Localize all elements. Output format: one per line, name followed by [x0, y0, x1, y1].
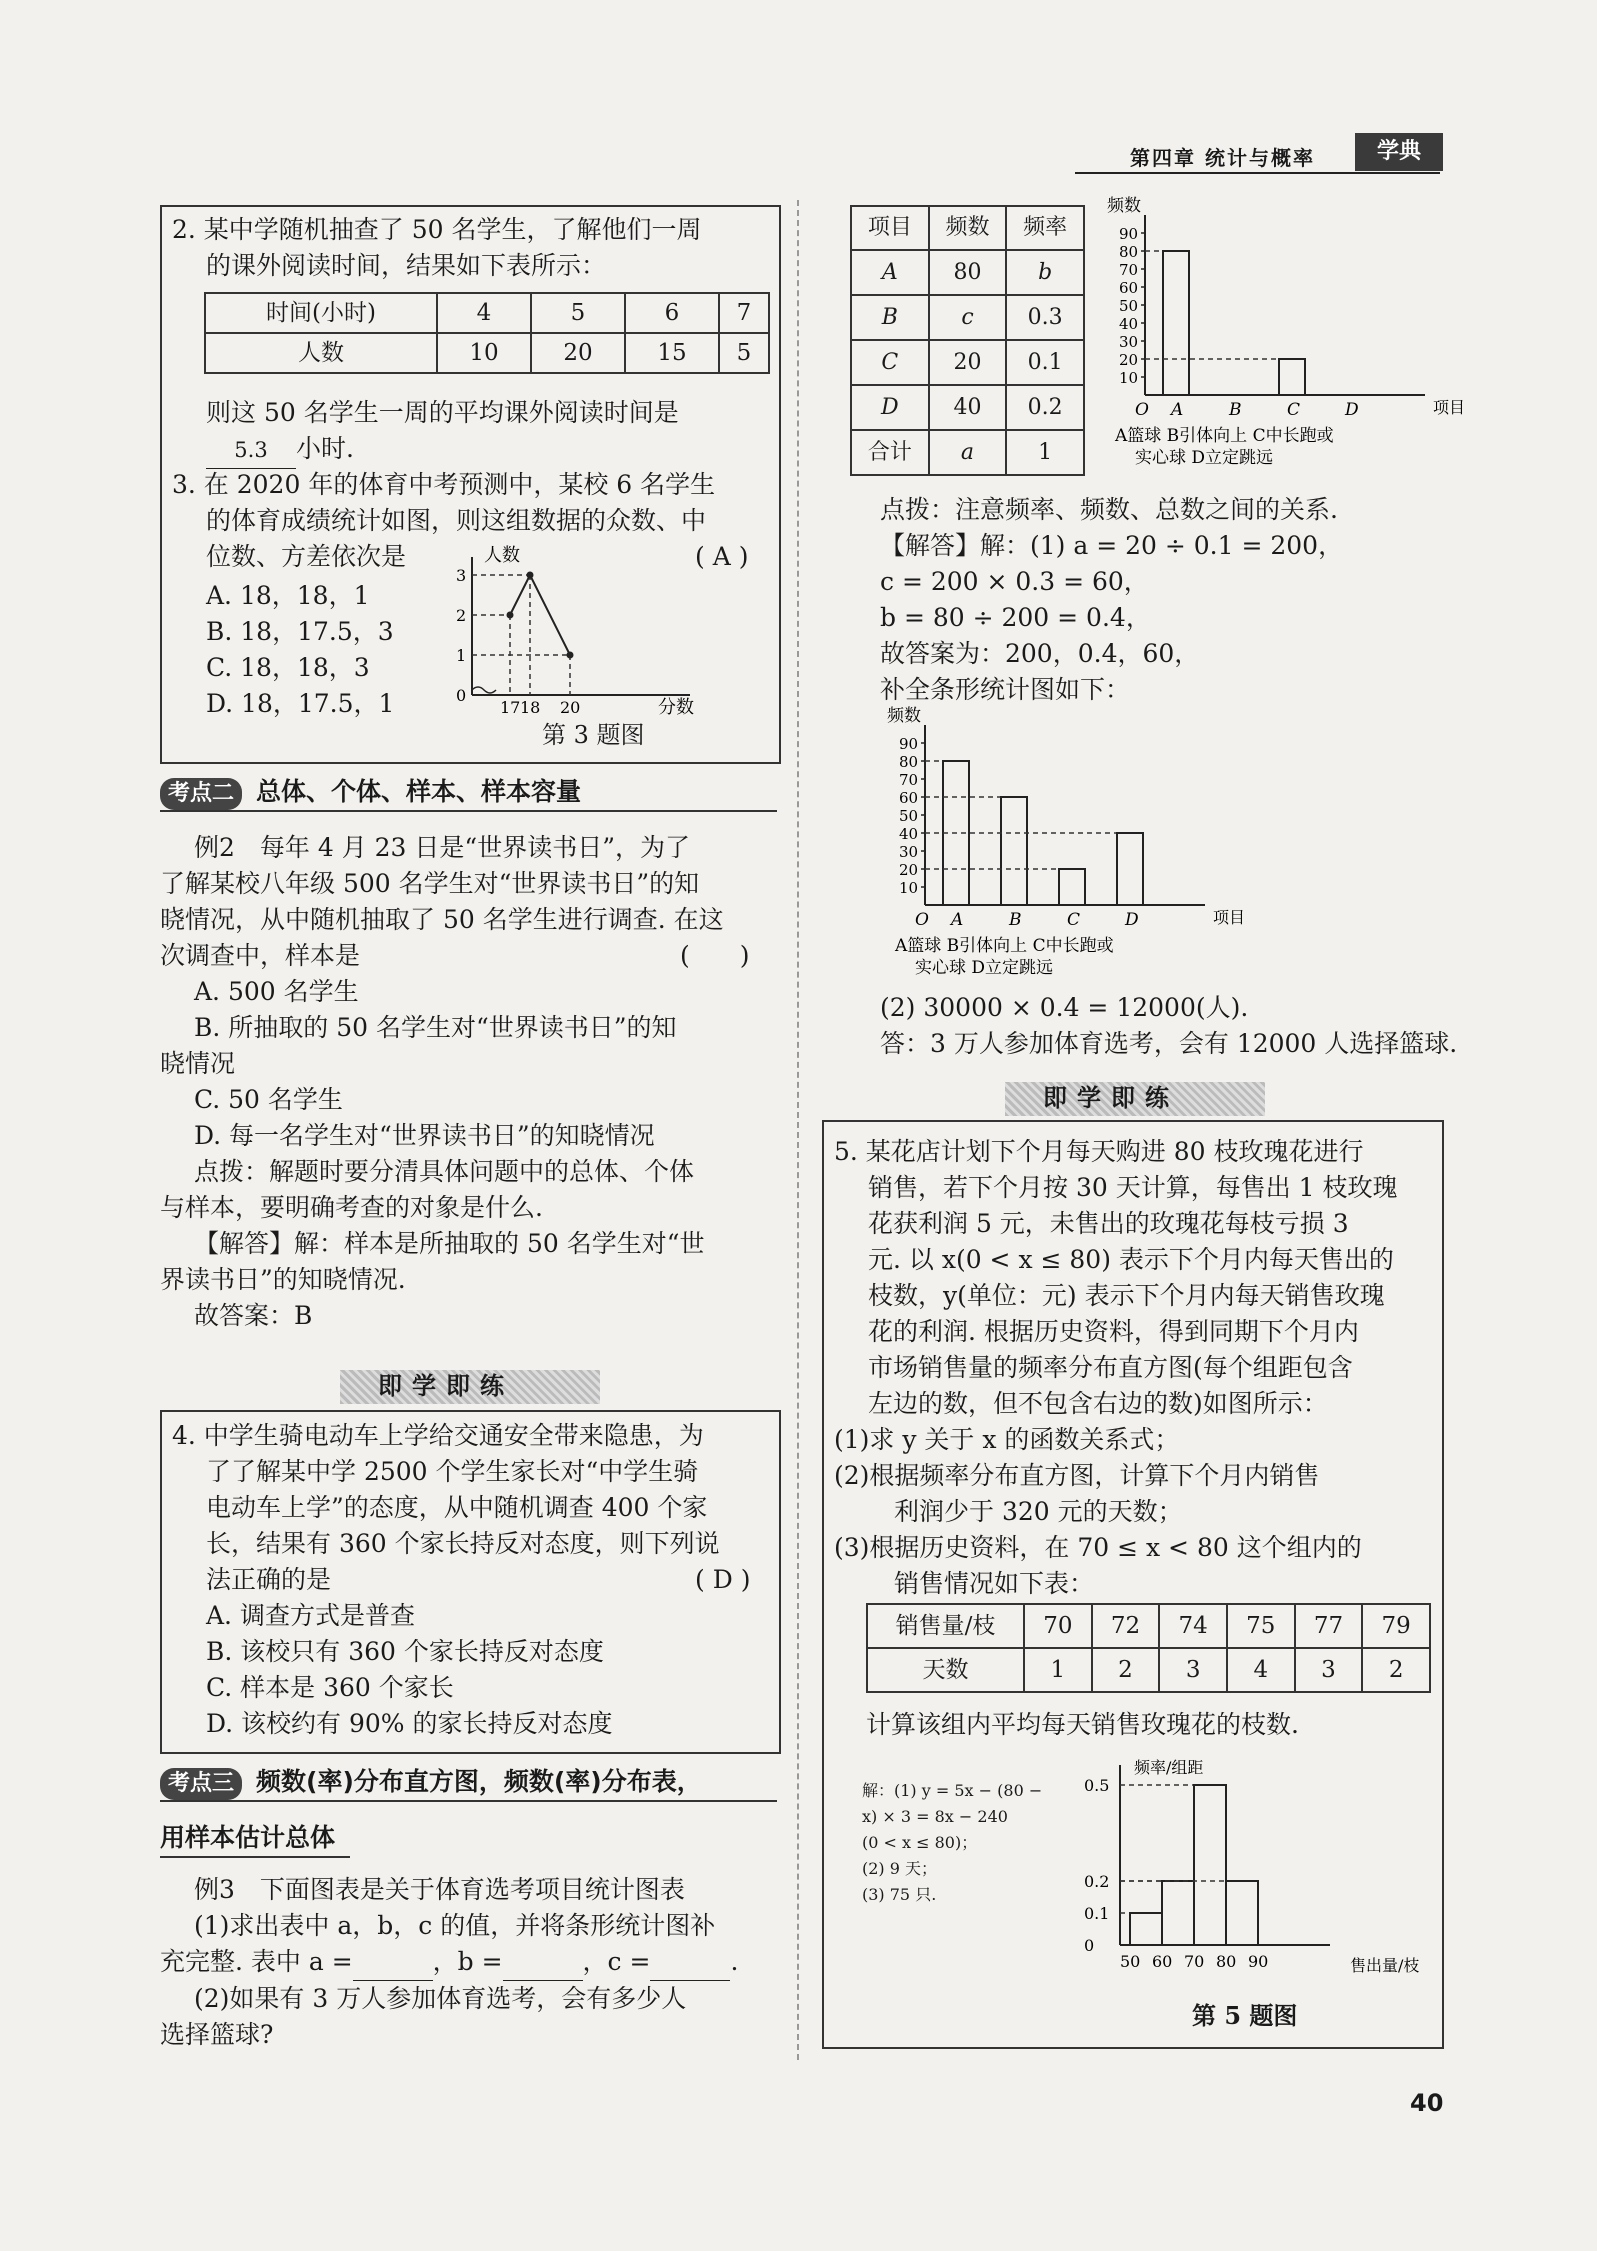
legend-line: A篮球 B引体向上 C中长跑或 — [895, 936, 1114, 956]
q5-line: 5. 某花店计划下个月每天购进 80 枝玫瑰花进行 — [834, 1137, 1364, 1166]
q5-answer-line: (3) 75 只. — [862, 1885, 937, 1904]
ex2-solution: 界读书日”的知晓情况. — [160, 1265, 406, 1294]
q5-line: 销售情况如下表： — [894, 1569, 1095, 1598]
freq-cell: c — [929, 295, 1007, 340]
example-3 — [160, 1872, 738, 2053]
q5-answer-line: 解：(1) y = 5x − (80 − — [862, 1781, 1043, 1800]
q3-option: A. 18，18，1 — [206, 581, 370, 610]
legend-line: 实心球 D立定跳远 — [915, 958, 1054, 978]
page-number: 40 — [1410, 2089, 1444, 2117]
x-tick-label: D — [1345, 400, 1359, 420]
q3-options — [206, 578, 394, 722]
q5-line: 枝数，y(单位：元) 表示下个月内每天销售玫瑰 — [868, 1281, 1385, 1310]
freq-table-header: 频率 — [1006, 206, 1084, 250]
y-tick-label: 90 — [899, 735, 919, 753]
section-tag: 考点三 — [160, 1768, 242, 1800]
y-tick-label: 30 — [1119, 333, 1139, 351]
practice-band-title: 即学即练 — [378, 1372, 514, 1400]
bar-chart-completed — [885, 705, 1246, 995]
y-tick-label: 0 — [1084, 1936, 1095, 1955]
q5-line: 市场销售量的频率分布直方图(每个组距包含 — [868, 1353, 1353, 1382]
q3-line: 的体育成绩统计如图，则这组数据的众数、中 — [206, 506, 707, 535]
y-tick-label: 40 — [1119, 315, 1139, 333]
freq-table-header: 项目 — [851, 206, 929, 250]
ex3-solution-line: 补全条形统计图如下： — [880, 675, 1131, 704]
y-tick-label: 40 — [899, 825, 919, 843]
q5-line: 利润少于 320 元的天数； — [894, 1497, 1183, 1526]
section-header-2 — [160, 774, 581, 808]
section-rule — [160, 1856, 350, 1858]
q5-table-header: 销售量/枝 — [867, 1604, 1024, 1648]
x-axis-label: 售出量/枝 — [1350, 1956, 1420, 1975]
y-tick-label: 1 — [456, 646, 467, 665]
ex3-solution-line: 故答案为：200，0.4，60， — [880, 639, 1200, 668]
data-point — [527, 572, 534, 579]
freq-cell: 0.2 — [1006, 385, 1084, 430]
freq-cell: A — [851, 250, 929, 295]
q5-table-cell: 75 — [1227, 1604, 1295, 1648]
x-tick-label: B — [1009, 910, 1022, 930]
q3-answer: ( A ) — [695, 542, 749, 571]
blank-a[interactable] — [353, 1944, 433, 1981]
axis-break — [472, 687, 496, 693]
q5-table-cell: 3 — [1159, 1648, 1227, 1692]
q2-line: 2. 某中学随机抽查了 50 名学生，了解他们一周 — [172, 215, 702, 244]
q5-line: 花的利润. 根据历史资料，得到同期下个月内 — [868, 1317, 1359, 1346]
x-tick-label: 17 — [500, 698, 521, 717]
q2-table-cell: 7 — [719, 293, 769, 333]
q2-table-cell: 4 — [437, 293, 531, 333]
q2-line: 的课外阅读时间，结果如下表所示： — [206, 251, 607, 280]
ex3-solution-line: 【解答】解：(1) a = 20 ÷ 0.1 = 200， — [880, 531, 1344, 560]
ex3-solution-2 — [880, 990, 1457, 1062]
ex2-option: D. 每一名学生对“世界读书日”的知晓情况 — [194, 1121, 655, 1150]
y-tick-label: 30 — [899, 843, 919, 861]
ex3-line: (2)如果有 3 万人参加体育选考，会有多少人 — [194, 1984, 687, 2013]
y-tick-label: 60 — [1119, 279, 1139, 297]
q5-table-cell: 70 — [1024, 1604, 1092, 1648]
y-axis-label: 频数 — [887, 706, 921, 726]
x-tick-label: A — [1171, 400, 1184, 420]
bar-A — [1163, 251, 1189, 395]
y-tick-label: 0.2 — [1084, 1872, 1110, 1891]
freq-cell: 0.3 — [1006, 295, 1084, 340]
q3-line-chart — [450, 545, 720, 718]
q2-answer-suffix: 小时. — [296, 434, 354, 463]
brand-logo: 学典 — [1355, 133, 1443, 171]
ex3-line: (1)求出表中 a，b，c 的值，并将条形统计图补 — [194, 1911, 716, 1940]
ex2-line: 例2 每年 4 月 23 日是“世界读书日”，为了 — [194, 833, 690, 862]
bar-chart-incomplete — [1105, 195, 1466, 468]
q5-line: 花获利润 5 元，未售出的玫瑰花每枝亏损 3 — [868, 1209, 1349, 1238]
x-tick-label: 60 — [1152, 1952, 1173, 1971]
freq-cell: B — [851, 295, 929, 340]
ex3-solution — [880, 528, 1343, 708]
q5-answer-line: (2) 9 天； — [862, 1859, 938, 1878]
hist-bar-70-80 — [1194, 1785, 1226, 1945]
y-tick-label: 3 — [456, 566, 467, 585]
section-header-3 — [160, 1764, 702, 1798]
section-title: 频数(率)分布直方图，频数(率)分布表， — [256, 1767, 702, 1796]
ex2-line: 了解某校八年级 500 名学生对“世界读书日”的知 — [160, 869, 700, 898]
y-tick-label: 60 — [899, 789, 919, 807]
q5-line: 销售，若下个月按 30 天计算，每售出 1 枝玫瑰 — [868, 1173, 1398, 1202]
y-tick-label: 0.5 — [1084, 1776, 1110, 1795]
legend-line: 实心球 D立定跳远 — [1135, 448, 1274, 468]
y-tick-label: 90 — [1119, 225, 1139, 243]
x-tick-label: 20 — [560, 698, 581, 717]
y-tick-label: 10 — [1119, 369, 1139, 387]
q3-option: B. 18，17.5，3 — [206, 617, 394, 646]
x-tick-label: 50 — [1120, 1952, 1141, 1971]
ex3-line: 选择篮球? — [160, 2020, 274, 2049]
blank-c[interactable] — [650, 1944, 730, 1981]
hist-bar-50-60 — [1130, 1913, 1162, 1945]
ex3-line: 例3 下面图表是关于体育选考项目统计图表 — [194, 1875, 685, 1904]
y-axis-label: 人数 — [484, 545, 520, 566]
origin-label: O — [1135, 400, 1149, 420]
ex2-paren: ( ) — [680, 941, 750, 970]
q5-line: 元. 以 x(0 < x ≤ 80) 表示下个月内每天售出的 — [868, 1245, 1394, 1274]
bar-B — [1001, 797, 1027, 905]
section-rule — [160, 810, 777, 812]
ex2-answer: 故答案：B — [194, 1301, 313, 1330]
q5-histogram — [1050, 1755, 1440, 1995]
blank-b[interactable] — [503, 1944, 583, 1981]
ex2-tip: 与样本，要明确考查的对象是什么. — [160, 1193, 543, 1222]
freq-cell: 80 — [929, 250, 1007, 295]
section-rule — [160, 1800, 777, 1802]
q4-option: A. 调查方式是普查 — [206, 1601, 415, 1630]
q4-option: C. 样本是 360 个家长 — [206, 1673, 454, 1702]
q5-sales-table — [866, 1603, 1431, 1693]
y-tick-label: 20 — [1119, 351, 1139, 369]
x-tick-label: 18 — [520, 698, 541, 717]
x-tick-label: 70 — [1184, 1952, 1205, 1971]
ex2-line: 晓情况，从中随机抽取了 50 名学生进行调查. 在这 — [160, 905, 724, 934]
data-point — [507, 612, 514, 619]
q2-table-header: 时间(小时) — [205, 293, 437, 333]
y-tick-label: 80 — [1119, 243, 1139, 261]
q2-table-cell: 6 — [625, 293, 719, 333]
freq-table-header: 频数 — [929, 206, 1007, 250]
q3-option: C. 18，18，3 — [206, 653, 370, 682]
data-point — [567, 652, 574, 659]
data-line — [510, 575, 570, 655]
q5-line: (1)求 y 关于 x 的函数关系式； — [834, 1425, 1180, 1454]
q5-table-cell: 1 — [1024, 1648, 1092, 1692]
freq-cell: b — [1006, 250, 1084, 295]
section-title: 总体、个体、样本、样本容量 — [256, 777, 582, 806]
q2-table — [204, 292, 770, 374]
q4-option: D. 该校约有 90% 的家长持反对态度 — [206, 1709, 613, 1738]
q2-table-cell: 20 — [531, 333, 625, 373]
y-tick-label: 0 — [456, 686, 467, 705]
y-tick-label: 50 — [899, 807, 919, 825]
ex2-option: 晓情况 — [160, 1049, 236, 1078]
ex2-option: A. 500 名学生 — [194, 977, 359, 1006]
q5-line: (3)根据历史资料，在 70 ≤ x < 80 这个组内的 — [834, 1533, 1362, 1562]
q5-line: 左边的数，但不包含右边的数)如图所示： — [868, 1389, 1328, 1418]
q4-option: B. 该校只有 360 个家长持反对态度 — [206, 1637, 604, 1666]
freq-cell: 0.1 — [1006, 340, 1084, 385]
origin-label: O — [915, 910, 929, 930]
ex3-text: 充完整. 表中 a = — [160, 1947, 353, 1976]
header-rule — [1075, 172, 1440, 174]
q4-line: 4. 中学生骑电动车上学给交通安全带来隐患，为 — [172, 1421, 704, 1450]
q2-table-cell: 15 — [625, 333, 719, 373]
y-axis-label: 频率/组距 — [1134, 1758, 1204, 1777]
q3-line: 位数、方差依次是 — [206, 542, 407, 571]
q5-after-table: 计算该组内平均每天销售玫瑰花的枝数. — [866, 1710, 1299, 1739]
q5-line: (2)根据频率分布直方图，计算下个月内销售 — [834, 1461, 1320, 1490]
q5-table-cell: 74 — [1159, 1604, 1227, 1648]
x-tick-label: A — [951, 910, 964, 930]
q5-answer-line: (0 < x ≤ 80)； — [862, 1833, 978, 1852]
q2-table-cell: 5 — [719, 333, 769, 373]
ex3-solution-line: (2) 30000 × 0.4 = 12000(人). — [880, 993, 1249, 1022]
ex3-text: ，b = — [432, 1947, 503, 1976]
y-axis-label: 频数 — [1107, 196, 1141, 216]
q5-handwritten-answer — [862, 1778, 1042, 1908]
y-tick-label: 70 — [899, 771, 919, 789]
q2-table-cell: 5 — [531, 293, 625, 333]
x-tick-label: C — [1067, 910, 1081, 930]
q5-table-cell: 2 — [1092, 1648, 1160, 1692]
ex2-tip: 点拨：解题时要分清具体问题中的总体、个体 — [194, 1157, 695, 1186]
freq-cell: 40 — [929, 385, 1007, 430]
x-axis-label: 项目 — [1213, 908, 1246, 927]
x-axis-label: 分数 — [658, 697, 694, 718]
q5-table-cell: 79 — [1362, 1604, 1430, 1648]
q5-table-cell: 72 — [1092, 1604, 1160, 1648]
question-5 — [834, 1134, 1398, 1602]
freq-cell: C — [851, 340, 929, 385]
question-2 — [172, 212, 702, 284]
bar-C — [1059, 869, 1085, 905]
q5-answer-line: x) × 3 = 8x − 240 — [862, 1807, 1008, 1826]
bar-C — [1279, 359, 1305, 395]
frequency-table — [850, 205, 1085, 476]
ex3-solution-line: 答：3 万人参加体育选考，会有 12000 人选择篮球. — [880, 1029, 1458, 1058]
ex3-text: . — [730, 1947, 739, 1976]
q2-answer-prefix: 则这 50 名学生一周的平均课外阅读时间是 — [206, 398, 679, 427]
ex2-option: B. 所抽取的 50 名学生对“世界读书日”的知 — [194, 1013, 677, 1042]
q5-table-cell: 2 — [1362, 1648, 1430, 1692]
q4-answer: ( D ) — [695, 1565, 751, 1594]
q3-option: D. 18，17.5，1 — [206, 689, 395, 718]
y-tick-label: 2 — [456, 606, 467, 625]
ex2-option: C. 50 名学生 — [194, 1085, 343, 1114]
y-tick-label: 80 — [899, 753, 919, 771]
y-tick-label: 10 — [899, 879, 919, 897]
q4-line: 电动车上学”的态度，从中随机调查 400 个家 — [206, 1493, 708, 1522]
q5-caption: 第 5 题图 — [1192, 2001, 1298, 2030]
freq-cell: D — [851, 385, 929, 430]
q5-table-cell: 4 — [1227, 1648, 1295, 1692]
q3-caption: 第 3 题图 — [542, 721, 645, 749]
section-title-cont: 用样本估计总体 — [160, 1823, 336, 1852]
bar-D — [1117, 833, 1143, 905]
hist-bar-60-70 — [1162, 1881, 1194, 1945]
freq-cell: 1 — [1006, 430, 1084, 475]
legend-line: A篮球 B引体向上 C中长跑或 — [1115, 426, 1334, 446]
freq-cell: a — [929, 430, 1007, 475]
q4-line: 法正确的是 — [206, 1565, 332, 1594]
y-tick-label: 0.1 — [1084, 1904, 1110, 1923]
q4-line: 了了解某中学 2500 个学生家长对“中学生骑 — [206, 1457, 699, 1486]
y-tick-label: 20 — [899, 861, 919, 879]
example-2 — [160, 830, 724, 1334]
q2-answer — [206, 395, 679, 469]
ex2-line: 次调查中，样本是 — [160, 941, 361, 970]
x-tick-label: 90 — [1248, 1952, 1269, 1971]
q4-line: 长，结果有 360 个家长持反对态度，则下列说 — [206, 1529, 720, 1558]
hist-bar-80-90 — [1226, 1881, 1258, 1945]
q2-answer-blank: 5.3 — [206, 432, 296, 469]
y-tick-label: 50 — [1119, 297, 1139, 315]
q3-line: 3. 在 2020 年的体育中考预测中，某校 6 名学生 — [172, 470, 716, 499]
y-tick-label: 70 — [1119, 261, 1139, 279]
freq-cell: 20 — [929, 340, 1007, 385]
q2-table-header: 人数 — [205, 333, 437, 373]
ex2-solution: 【解答】解：样本是所抽取的 50 名学生对“世 — [194, 1229, 705, 1258]
question-4 — [172, 1418, 720, 1742]
x-tick-label: 80 — [1216, 1952, 1237, 1971]
q5-table-cell: 3 — [1295, 1648, 1363, 1692]
x-tick-label: D — [1125, 910, 1139, 930]
x-tick-label: B — [1229, 400, 1242, 420]
x-axis-label: 项目 — [1433, 398, 1466, 417]
x-tick-label: C — [1287, 400, 1301, 420]
section-tag: 考点二 — [160, 778, 242, 810]
ex3-solution-line: b = 80 ÷ 200 = 0.4， — [880, 603, 1151, 632]
freq-cell: 合计 — [851, 430, 929, 475]
q5-table-cell: 77 — [1295, 1604, 1363, 1648]
chapter-header: 第四章 统计与概率 — [1130, 146, 1315, 170]
ex3-solution-line: c = 200 × 0.3 = 60， — [880, 567, 1149, 596]
q2-table-cell: 10 — [437, 333, 531, 373]
practice-band-title: 即学即练 — [1043, 1084, 1179, 1112]
ex3-text: ，c = — [582, 1947, 651, 1976]
q5-table-header: 天数 — [867, 1648, 1024, 1692]
ex3-tip: 点拨：注意频率、频数、总数之间的关系. — [880, 495, 1338, 524]
column-divider — [797, 200, 799, 2060]
